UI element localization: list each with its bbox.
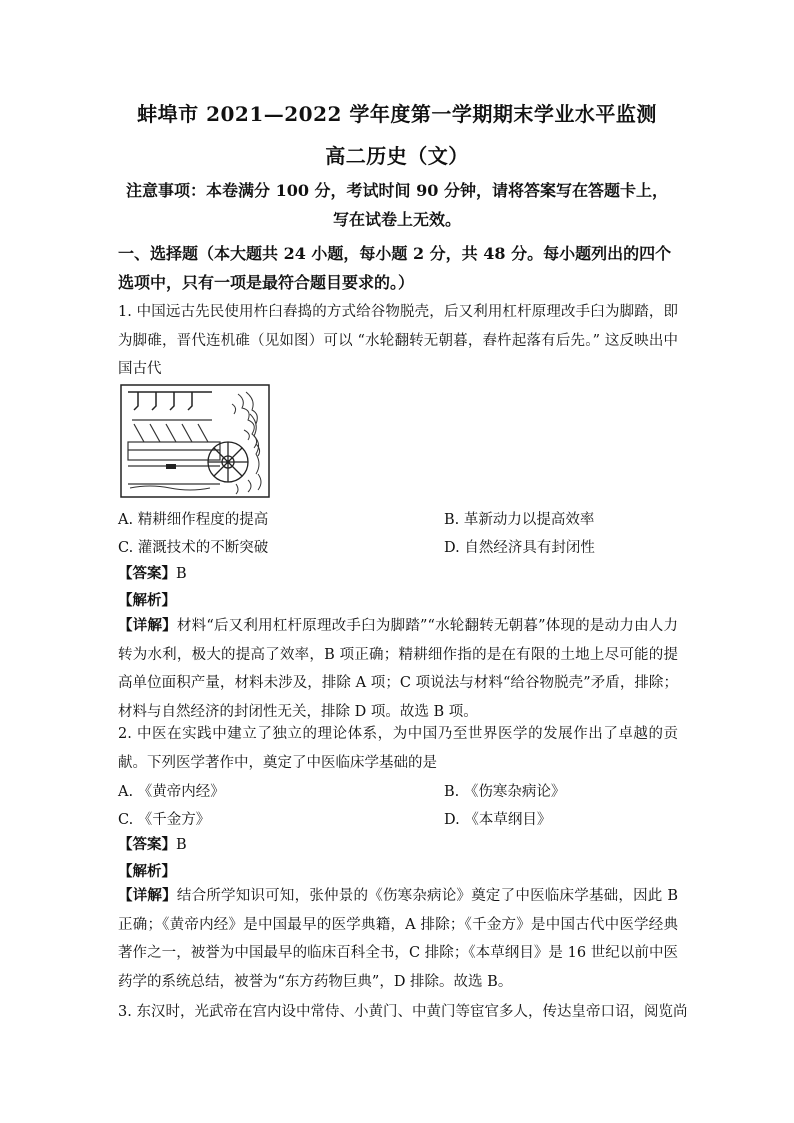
question-1-stem: 1. 中国远古先民使用杵臼舂捣的方式给谷物脱壳，后又利用杠杆原理改手臼为脚踏，即为脚碓，晋代连机碓（见如图）可以 “水轮翻转无朝暮，舂杵起落有后先。” 这反映出中国古代: [118, 304, 678, 377]
q2-detail: [118, 882, 678, 996]
answer-tag: 【答案】: [118, 836, 176, 853]
q1-option-d: D. 自然经济具有封闭性: [444, 540, 595, 556]
section-heading: 一、选择题（本大题共 24 小题，每小题 2 分，共 48 分。每小题列出的四个选项中，只有一项是最符合题目要求的。）: [118, 244, 672, 292]
q1-analysis-tag: 【解析】: [118, 592, 176, 609]
q2-option-a: A. 《黄帝内经》: [118, 784, 225, 800]
detail-tag: 【详解】: [118, 617, 177, 634]
q1-option-a: A. 精耕细作程度的提高: [118, 512, 269, 528]
q1-option-c: C. 灌溉技术的不断突破: [118, 540, 269, 556]
answer-value: B: [176, 566, 187, 582]
detail-tag: 【详解】: [118, 887, 177, 904]
q2-answer: [118, 835, 187, 855]
question-2-stem: 2. 中医在实践中建立了独立的理论体系，为中国乃至世界医学的发展作出了卓越的贡献。下列医学著作中，奠定了中医临床学基础的是: [118, 726, 678, 771]
notice: 注意事项：本卷满分 100 分，考试时间 90 分钟，请将答案写在答题卡上，写在试卷上无效。: [126, 181, 668, 229]
detail-text: 结合所学知识可知，张仲景的《伤寒杂病论》奠定了中医临床学基础，因此 B 正确；《黄帝内经》是中国最早的医学典籍，A 排除；《千金方》是中国古代中医学经典著作之一，被誉为中国最早的临床百科全书，C 排除；《本草纲目》是 16 世纪以前中医药学的系统总结，被誉为“东方药物巨典”，D 排除。故选 B。: [118, 888, 679, 990]
water-mill-illustration: [120, 384, 270, 498]
q2-analysis-tag: 【解析】: [118, 863, 176, 880]
exam-title: 蚌埠市 2021—2022 学年度第一学期期末学业水平监测: [137, 102, 657, 126]
q1-detail: [118, 612, 678, 726]
exam-subtitle: 高二历史（文）: [325, 144, 469, 168]
q2-option-d: D. 《本草纲目》: [444, 812, 552, 828]
question-3-stem: 3. 东汉时，光武帝在宫内设中常侍、小黄门、中黄门等宦官多人，传达皇帝口诏，阅览尚: [118, 1004, 688, 1020]
answer-value: B: [176, 837, 187, 853]
q1-option-b: B. 革新动力以提高效率: [444, 512, 595, 528]
q1-answer: [118, 564, 187, 584]
q2-option-b: B. 《伤寒杂病论》: [444, 784, 566, 800]
answer-tag: 【答案】: [118, 565, 176, 582]
q2-option-c: C. 《千金方》: [118, 812, 211, 828]
detail-text: 材料“后又利用杠杆原理改手臼为脚踏”“水轮翻转无朝暮”体现的是动力由人力转为水利，极大的提高了效率，B 项正确；精耕细作指的是在有限的土地上尽可能的提高单位面积产量，材料未涉及，排除 A 项；C 项说法与材料“给谷物脱壳”矛盾，排除；材料与自然经济的封闭性无关，排除 D 项。故选 B 项。: [118, 618, 679, 720]
